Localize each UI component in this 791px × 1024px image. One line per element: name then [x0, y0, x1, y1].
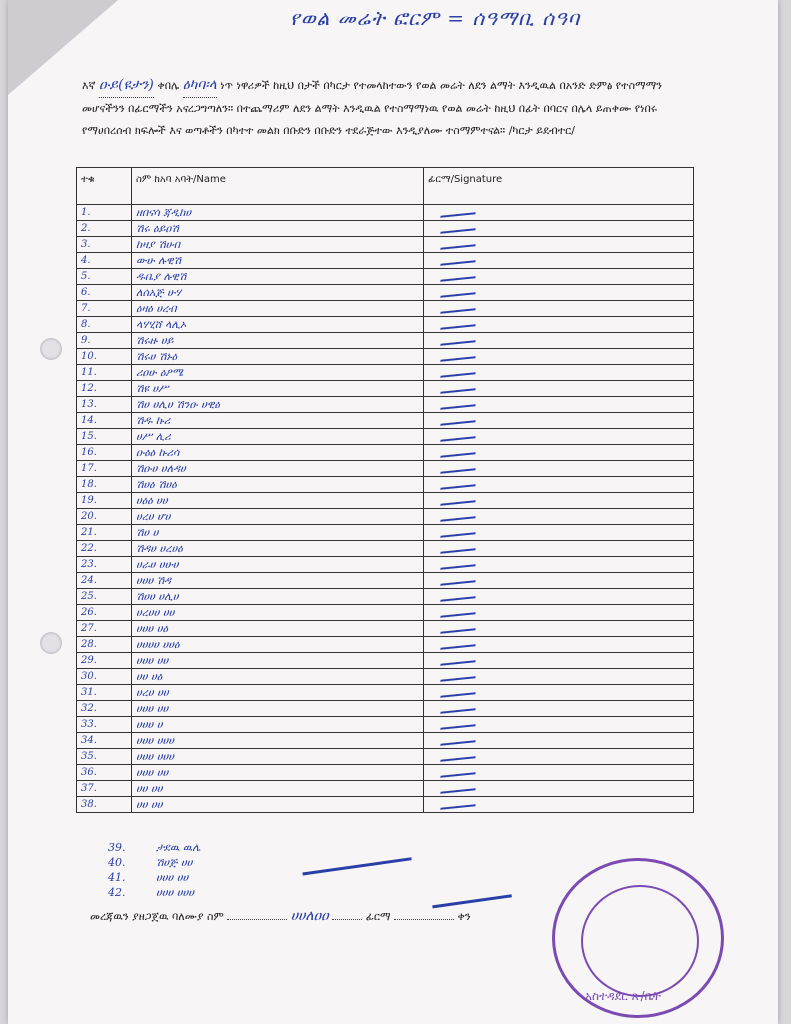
row-name: ሀረሀ ሀሀ	[132, 685, 424, 701]
row-name: ዕዛዕ ሀረብ	[132, 301, 424, 317]
row-name: ሀሀ ሀሀ	[132, 781, 424, 797]
row-signature	[424, 461, 694, 477]
row-signature	[424, 541, 694, 557]
table-row	[77, 781, 694, 797]
row-number: 24.	[77, 573, 132, 589]
stamp-inner-ring	[581, 885, 699, 997]
table-row	[77, 381, 694, 397]
row-number: 28.	[77, 637, 132, 653]
row-number: 23.	[77, 557, 132, 573]
row-name: ሽሀዕ ሽሀዕ	[132, 477, 424, 493]
table-row	[77, 525, 694, 541]
table-row	[77, 205, 694, 221]
row-signature	[424, 237, 694, 253]
signature-scribble	[440, 397, 478, 410]
row-number: 1.	[77, 205, 132, 221]
row-name: ውሁ ሉዊሽ	[132, 253, 424, 269]
signature-scribble	[440, 269, 478, 282]
date-label: ቀን	[457, 910, 471, 923]
row-signature	[424, 573, 694, 589]
signature-scribble	[440, 429, 478, 442]
row-signature	[424, 557, 694, 573]
row-number: 36.	[77, 765, 132, 781]
extra-row-number: 42.	[108, 886, 126, 899]
row-number: 7.	[77, 301, 132, 317]
row-number: 18.	[77, 477, 132, 493]
row-number: 33.	[77, 717, 132, 733]
signature-scribble	[440, 637, 478, 650]
signature-scribble	[440, 365, 478, 378]
row-name: ሽዩ ሀሥ	[132, 381, 424, 397]
row-signature	[424, 269, 694, 285]
row-number: 8.	[77, 317, 132, 333]
signature-scribble	[440, 477, 478, 490]
row-signature	[424, 349, 694, 365]
row-name: ለሰአጅ ሁሃ	[132, 285, 424, 301]
table-row	[77, 301, 694, 317]
row-signature	[424, 477, 694, 493]
row-number: 20.	[77, 509, 132, 525]
intro-text: ነጥ ነዋሪዎች ከዚህ በታች በካርታ የተመላከተውን የወል መሬት ለደን ልማት እንዲዉል በአንድ ድምፅ የተስማማን መሆናችንን በፊርማችን አናረጋግጣለን። በተጨማሪም ለደን ልማት እንዲዉል የተስማማነዉ የወል መሬት ከዚህ በፊት በባርና በሌላ ይጠቀሙ የነበሩ የማሀበረሰብ ክፍሎች እና ወጣቶችን በካተተ መልክ በቡድን በቡድን ተደራጅተው እንዲያለሙ ተስማምተናል። /ካርታ ይደብተር/	[82, 79, 662, 137]
table-row	[77, 365, 694, 381]
collector-name: ሀሀለዐዐ	[290, 908, 329, 924]
table-row	[77, 461, 694, 477]
row-number: 4.	[77, 253, 132, 269]
row-signature	[424, 733, 694, 749]
table-row	[77, 653, 694, 669]
row-number: 22.	[77, 541, 132, 557]
row-name: ከዛያ ሽሀብ	[132, 237, 424, 253]
table-row	[77, 573, 694, 589]
table-row	[77, 733, 694, 749]
row-signature	[424, 605, 694, 621]
table-row	[77, 349, 694, 365]
row-number: 13.	[77, 397, 132, 413]
table-row	[77, 429, 694, 445]
row-signature	[424, 413, 694, 429]
table-row	[77, 221, 694, 237]
signature-scribble	[440, 749, 478, 762]
table-row	[77, 397, 694, 413]
signature-scribble	[440, 253, 478, 266]
row-signature	[424, 333, 694, 349]
table-row	[77, 685, 694, 701]
row-name: ሀረሀሀ ሀሀ	[132, 605, 424, 621]
row-number: 15.	[77, 429, 132, 445]
row-signature	[424, 781, 694, 797]
table-row	[77, 701, 694, 717]
intro-prefix: እኛ	[82, 79, 96, 92]
signature-scribble	[440, 445, 478, 458]
intro-paragraph	[82, 74, 702, 142]
row-signature	[424, 653, 694, 669]
row-name: ሀሀሀ ሀዕ	[132, 621, 424, 637]
row-number: 19.	[77, 493, 132, 509]
row-name: ሀራሀ ሀሁሀ	[132, 557, 424, 573]
row-name: ሀሀ ሀዕ	[132, 669, 424, 685]
signature-scribble	[440, 717, 478, 730]
row-signature	[424, 445, 694, 461]
table-row	[77, 333, 694, 349]
official-stamp	[552, 858, 724, 1018]
row-signature	[424, 669, 694, 685]
row-name: ሽዑሀ ሀለዳሀ	[132, 461, 424, 477]
row-number: 6.	[77, 285, 132, 301]
extra-row-number: 40.	[108, 856, 126, 869]
row-name: ሽሩሀ ሽኑዕ	[132, 349, 424, 365]
header-name: ስም ከአባ አባት/Name	[132, 168, 424, 205]
extra-row	[108, 885, 408, 900]
row-name: ሀሥ ሊሪ	[132, 429, 424, 445]
table-row	[77, 445, 694, 461]
row-signature	[424, 509, 694, 525]
row-name: ዘበናሳ ጃዲከሀ	[132, 205, 424, 221]
signature-scribble	[440, 653, 478, 666]
extra-row-name: ሽሀጅ ሀሀ	[156, 856, 193, 869]
table-row	[77, 557, 694, 573]
signature-scribble	[440, 765, 478, 778]
table-row	[77, 637, 694, 653]
row-signature	[424, 621, 694, 637]
row-name: ሀሀሀ ሽዳ	[132, 573, 424, 589]
row-name: ላሃሂሸ ላሊኦ	[132, 317, 424, 333]
row-signature	[424, 301, 694, 317]
row-number: 9.	[77, 333, 132, 349]
header-signature: ፊርማ/Signature	[424, 168, 694, 205]
extra-row-name: ሀሀሀ ሀሀሀ	[156, 886, 195, 899]
signature-scribble	[440, 669, 478, 682]
kebele-fill: ዑይ(ዩታን)	[99, 77, 154, 93]
row-name: ሽሩ ዕይዐሽ	[132, 221, 424, 237]
row-name: ሀሀሀ ሀሀሀ	[132, 733, 424, 749]
signature-scribble	[440, 509, 478, 522]
row-signature	[424, 317, 694, 333]
punch-hole	[40, 338, 62, 360]
punch-hole	[40, 632, 62, 654]
row-signature	[424, 285, 694, 301]
signature-scribble	[440, 205, 478, 218]
signature-scribble	[440, 685, 478, 698]
signature-scribble	[440, 333, 478, 346]
row-name: ሽዳሀ ሀረሀዕ	[132, 541, 424, 557]
kebele-label: ቀበሌ	[157, 79, 180, 92]
extra-row	[108, 870, 408, 885]
footer	[90, 908, 590, 924]
row-signature	[424, 205, 694, 221]
row-name: ሀሀሀ ሀሀ	[132, 765, 424, 781]
table-row	[77, 477, 694, 493]
signature-scribble	[440, 493, 478, 506]
collector-label: መረጃዉን ያዘጋጀዉ ባለሙያ ስም	[90, 910, 224, 923]
row-number: 34.	[77, 733, 132, 749]
row-number: 2.	[77, 221, 132, 237]
row-name: ሽሩዙ ሀይ	[132, 333, 424, 349]
row-signature	[424, 685, 694, 701]
signature-scribble	[440, 237, 478, 250]
row-name: ሽሀሀ ሀሊሀ	[132, 589, 424, 605]
row-signature	[424, 493, 694, 509]
table-row	[77, 237, 694, 253]
row-number: 17.	[77, 461, 132, 477]
row-number: 14.	[77, 413, 132, 429]
table-row	[77, 749, 694, 765]
signature-scribble	[440, 557, 478, 570]
row-number: 32.	[77, 701, 132, 717]
table-row	[77, 413, 694, 429]
signature-scribble	[440, 797, 478, 810]
row-signature	[424, 429, 694, 445]
row-number: 29.	[77, 653, 132, 669]
row-name: ሀሀሀ ሀ	[132, 717, 424, 733]
signature-scribble	[440, 605, 478, 618]
row-signature	[424, 701, 694, 717]
signature-scribble	[440, 733, 478, 746]
row-name: ሀሀሀሀ ሀሀዕ	[132, 637, 424, 653]
document-title: የወል መሬት ፎርም = ሰዓማቢ ሰዓባ	[290, 6, 581, 30]
row-name: ሪዐሁ ዕዖሜ	[132, 365, 424, 381]
row-number: 31.	[77, 685, 132, 701]
extra-row-number: 41.	[108, 871, 126, 884]
row-number: 25.	[77, 589, 132, 605]
row-name: ሀሀሀ ሀሀ	[132, 701, 424, 717]
row-name: ሀዕዕ ሀሀ	[132, 493, 424, 509]
signature-scribble	[440, 221, 478, 234]
row-number: 3.	[77, 237, 132, 253]
table-row	[77, 285, 694, 301]
row-number: 12.	[77, 381, 132, 397]
extra-row-name: ሀሀሀ ሀሀ	[156, 871, 189, 884]
table-row	[77, 797, 694, 813]
row-signature	[424, 221, 694, 237]
signature-scribble	[440, 589, 478, 602]
row-signature	[424, 589, 694, 605]
table-row	[77, 621, 694, 637]
row-signature	[424, 717, 694, 733]
table-row	[77, 493, 694, 509]
row-name: ሀሀ ሀሀ	[132, 797, 424, 813]
row-name: ሀሀሀ ሀሀ	[132, 653, 424, 669]
row-number: 16.	[77, 445, 132, 461]
row-name: ሽሀ ሀ	[132, 525, 424, 541]
table-row	[77, 541, 694, 557]
row-number: 11.	[77, 365, 132, 381]
signature-scribble	[440, 781, 478, 794]
table-row	[77, 269, 694, 285]
signature-scribble	[440, 317, 478, 330]
signature-scribble	[440, 301, 478, 314]
row-signature	[424, 749, 694, 765]
row-number: 35.	[77, 749, 132, 765]
row-number: 37.	[77, 781, 132, 797]
table-row	[77, 669, 694, 685]
row-signature	[424, 525, 694, 541]
row-signature	[424, 797, 694, 813]
row-name: ዑዕዕ ኩሪሳ	[132, 445, 424, 461]
stamp-text: አስተዳደር ጽ/ቤት	[585, 989, 661, 1003]
row-name: ሀሀሀ ሀሀሀ	[132, 749, 424, 765]
row-signature	[424, 637, 694, 653]
row-number: 30.	[77, 669, 132, 685]
place-fill: ዕካባ፡ላ	[182, 77, 217, 93]
header-number: ተቁ	[77, 168, 132, 205]
row-signature	[424, 365, 694, 381]
row-number: 38.	[77, 797, 132, 813]
table-row	[77, 605, 694, 621]
table-row	[77, 765, 694, 781]
signature-scribble	[440, 461, 478, 474]
table-row	[77, 253, 694, 269]
extra-row-name: ታደዉ ዉሌ	[156, 841, 201, 854]
row-name: ሽዱ ኩሪ	[132, 413, 424, 429]
extra-row-number: 39.	[108, 841, 126, 854]
signature-scribble	[440, 285, 478, 298]
signature-scribble	[440, 525, 478, 538]
row-signature	[424, 765, 694, 781]
signature-label: ፊርማ	[365, 910, 391, 923]
table-row	[77, 589, 694, 605]
row-signature	[424, 253, 694, 269]
row-signature	[424, 397, 694, 413]
row-name: ሀረሀ ሆሀ	[132, 509, 424, 525]
signature-scribble	[440, 413, 478, 426]
signature-table	[76, 167, 693, 830]
row-number: 27.	[77, 621, 132, 637]
row-number: 21.	[77, 525, 132, 541]
row-signature	[424, 381, 694, 397]
signature-scribble	[440, 573, 478, 586]
table-row	[77, 317, 694, 333]
signature-scribble	[440, 381, 478, 394]
row-number: 10.	[77, 349, 132, 365]
row-number: 26.	[77, 605, 132, 621]
signature-scribble	[440, 621, 478, 634]
row-number: 5.	[77, 269, 132, 285]
table-row	[77, 717, 694, 733]
table-row	[77, 509, 694, 525]
signature-scribble	[440, 541, 478, 554]
signature-scribble	[440, 701, 478, 714]
row-name: ሽሀ ሀሊሀ ሽንዑ ሀዊዕ	[132, 397, 424, 413]
signature-scribble	[440, 349, 478, 362]
row-name: ዱቤያ ሉዊሽ	[132, 269, 424, 285]
